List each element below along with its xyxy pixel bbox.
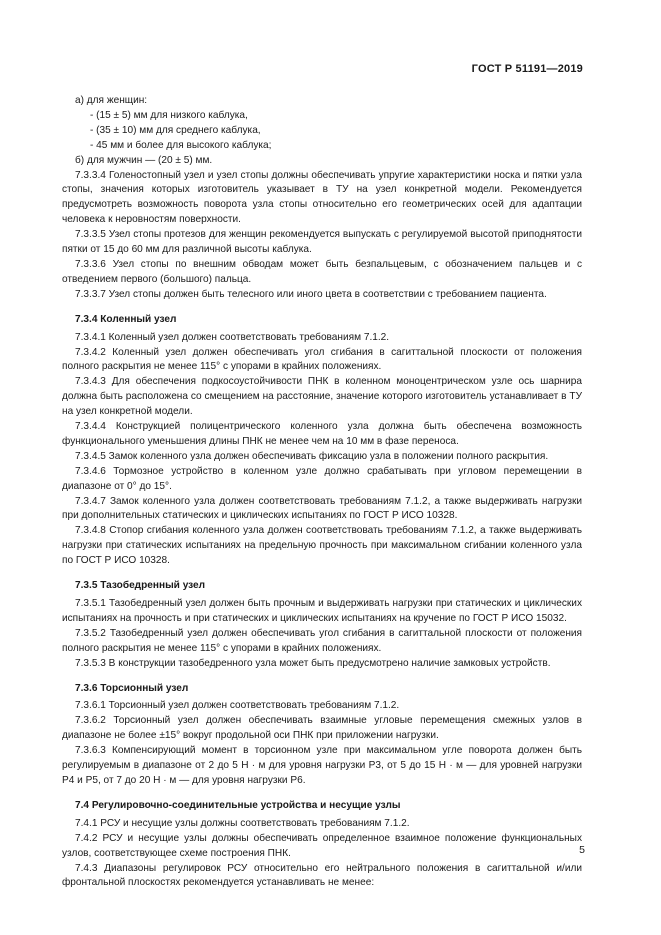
paragraph: 7.3.6.3 Компенсирующий момент в торсионном узле при максимальном угле поворота должен быть регулируемым в диапазоне от 2 до 5 Н · м для уровня нагрузки Р3, от 5 до 15 Н · м — для уровней нагрузки Р4 и Р5, от 7 до 20 Н · м — для уровня нагрузки Р6. <box>62 745 582 786</box>
paragraph: 7.4.1 РСУ и несущие узлы должны соответствовать требованиям 7.1.2. <box>75 817 410 829</box>
paragraph: 7.4.3 Диапазоны регулировок РСУ относительно его нейтрального положения в сагиттальной и/или фронтальной плоскостях рекомендуется устанавливать не менее: <box>62 862 582 889</box>
paragraph: 7.3.3.7 Узел стопы должен быть телесного или иного цвета в соответствии с требованием пациента. <box>75 288 547 300</box>
paragraph: 7.3.3.4 Голеностопный узел и узел стопы должны обеспечивать упругие характеристики носка и пятки узла стопы, значения которых изготовитель указывает в ТУ на узел конкретной модели. Рекомендуется предусмотреть возможность поворота узла стопы относительно его геометрических осей для адаптации человека к неровностям поверхности. <box>62 169 582 226</box>
paragraph: 7.3.5.1 Тазобедренный узел должен быть прочным и выдерживать нагрузки при статических и циклических испытаниях на прочность и при статических и циклических испытаниях на кручение по ГОСТ Р ИСО 15032. <box>62 598 582 624</box>
paragraph: 7.3.3.6 Узел стопы по внешним обводам может быть безпальцевым, с обозначением пальцев и с отведением первого (большого) пальца. <box>62 258 582 285</box>
paragraph: 7.3.3.5 Узел стопы протезов для женщин рекомендуется выпускать с регулируемой высотой приподнятости пятки от 15 до 60 мм для различной высоты каблука. <box>62 229 582 256</box>
paragraph: 7.3.4.8 Стопор сгибания коленного узла должен соответствовать требованиям 7.1.2, а также выдерживать нагрузки при статических испытаниях на предельную прочность при максимальном сгибании коленного узла по ГОСТ Р ИСО 10328. <box>62 525 582 567</box>
paragraph: 7.3.6.2 Торсионный узел должен обеспечивать взаимные угловые перемещения смежных узлов в диапазоне не более ±15° вокруг продольной оси ПНК при приложении нагрузки. <box>62 715 582 742</box>
paragraph: 7.3.4.3 Для обеспечения подкосоустойчивости ПНК в коленном моноцентрическом узле ось шарнира должна быть расположена со смещением на расстояние, значение которого изготовитель устанавливает в ТУ на узел конкретной модели. <box>62 376 582 418</box>
dash-list-item: - 45 мм и более для высокого каблука; <box>90 139 272 151</box>
paragraph: 7.3.4.5 Замок коленного узла должен обеспечивать фиксацию узла в положении полного раскрытия. <box>75 450 549 462</box>
document-header-id: ГОСТ Р 51191—2019 <box>471 63 583 75</box>
paragraph: 7.3.4.2 Коленный узел должен обеспечивать угол сгибания в сагиттальной плоскости от положения полного раскрытия не менее 115° с упорами в крайних положениях. <box>62 346 582 373</box>
paragraph: 7.3.5.2 Тазобедренный узел должен обеспечивать угол сгибания в сагиттальной плоскости от положения полного раскрытия не менее 115° с упорами в крайних положениях. <box>62 627 582 654</box>
paragraph: 7.3.5.3 В конструкции тазобедренного узла может быть предусмотрено наличие замковых устройств. <box>75 657 551 669</box>
paragraph: 7.3.4.7 Замок коленного узла должен соответствовать требованиям 7.1.2, а также выдерживать нагрузки при дополнительных статических и циклических испытаниях по ГОСТ Р ИСО 10328. <box>62 495 582 522</box>
list-item: а) для женщин: <box>75 95 148 106</box>
dash-list-item: - (15 ± 5) мм для низкого каблука, <box>90 109 248 121</box>
paragraph: 7.3.6.1 Торсионный узел должен соответствовать требованиям 7.1.2. <box>75 700 400 712</box>
list-item: б) для мужчин — (20 ± 5) мм. <box>75 154 213 166</box>
document-body <box>62 94 582 891</box>
section-heading: 7.3.4 Коленный узел <box>75 313 177 325</box>
paragraph: 7.4.2 РСУ и несущие узлы должны обеспечивать определенное взаимное положение функциональных узлов, соответствующее схеме построения ПНК. <box>62 832 582 859</box>
paragraph: 7.3.4.6 Тормозное устройство в коленном узле должно срабатывать при угловом перемещении в диапазоне от 0° до 15°. <box>62 465 582 492</box>
section-heading: 7.3.6 Торсионный узел <box>75 682 189 694</box>
dash-list-item: - (35 ± 10) мм для среднего каблука, <box>90 124 261 136</box>
page-number: 5 <box>579 844 585 856</box>
paragraph: 7.3.4.4 Конструкцией полицентрического коленного узла должна быть обеспечена возможность функционального уменьшения длины ПНК не менее чем на 10 мм в фазе переноса. <box>62 421 582 447</box>
paragraph: 7.3.4.1 Коленный узел должен соответствовать требованиям 7.1.2. <box>75 331 390 343</box>
section-heading: 7.3.5 Тазобедренный узел <box>75 580 206 592</box>
section-heading: 7.4 Регулировочно-соединительные устройства и несущие узлы <box>75 799 401 811</box>
